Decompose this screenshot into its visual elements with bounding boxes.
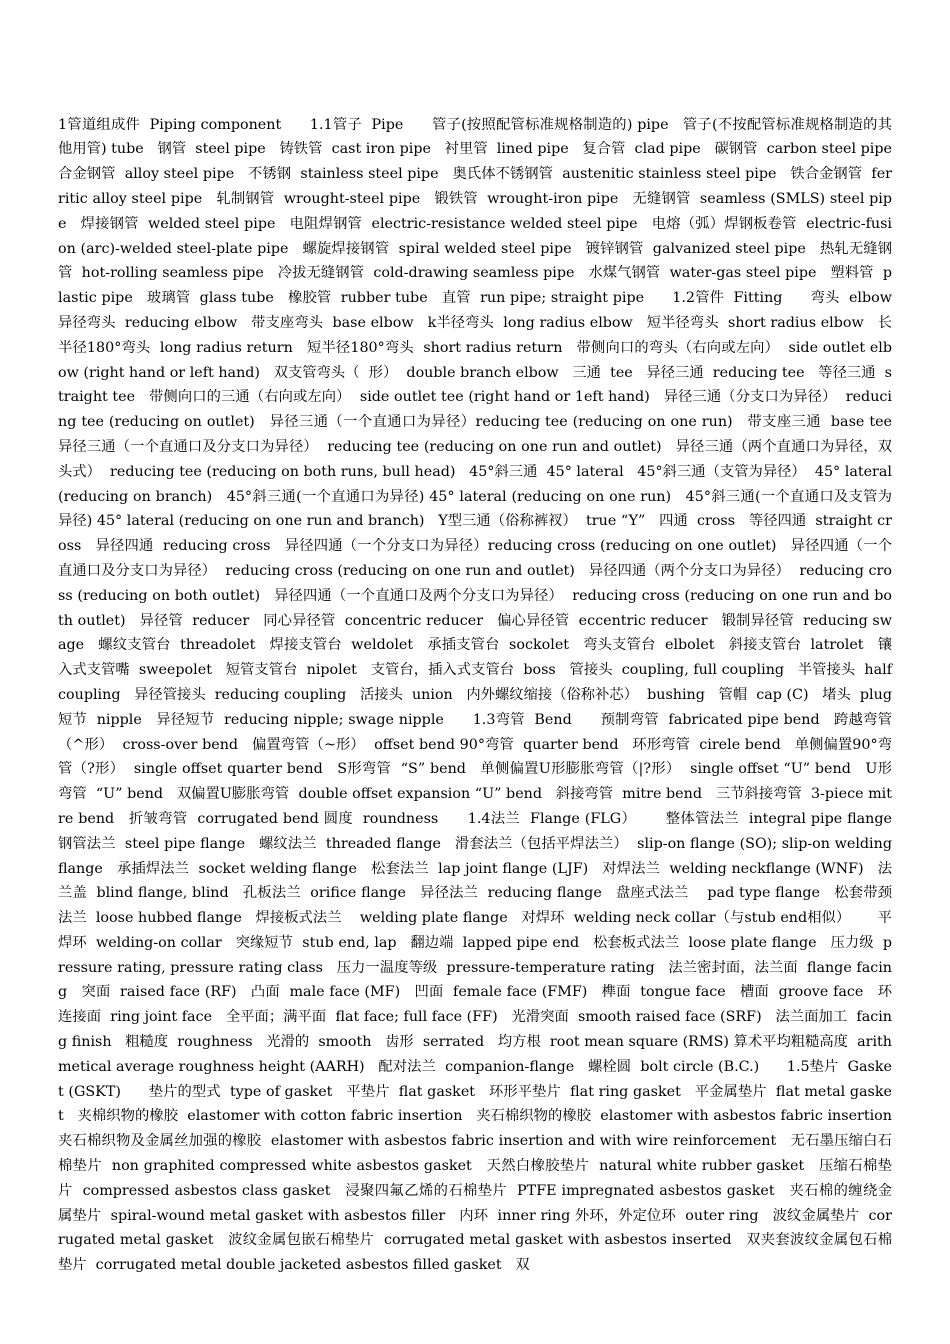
document-page [58,63,906,1303]
body-paragraph: 1管道组成件 Piping component 1.1管子 Pipe 管子(按照配管标准规格制造的) pipe 管子(不按配管标准规格制造的其他用管) tube 钢管 steel pipe 铸铁管 cast iron pipe 衬里管 lined pipe 复合管 clad pipe 碳钢管 carbon steel pipe 合金钢管 alloy steel pipe 不锈钢 stainless steel pipe 奥氏体不锈钢管 austenitic stainless steel pipe 铁合金钢管 ferritic alloy steel pipe 轧制钢管 wrought-steel pipe 锻铁管 wrought-iron pipe 无缝钢管 seamless (SMLS) steel pipe 焊接钢管 welded steel pipe 电阻焊钢管 electric-resistance welded steel pipe 电熔（弧）焊钢板卷管 electric-fusion (arc)-welded steel-plate pipe 螺旋焊接钢管 spiral welded steel pipe 镀锌钢管 galvanized steel pipe 热轧无缝钢管 hot-rolling seamless pipe 冷拔无缝钢管 cold-drawing seamless pipe 水煤气钢管 water-gas steel pipe 塑料管 plastic pipe 玻璃管 glass tube 橡胶管 rubber tube 直管 run pipe; straight pipe 1.2管件 Fitting 弯头 elbow 异径弯头 reducing elbow 带支座弯头 base elbow k半径弯头 long radius elbow 短半径弯头 short radius elbow 长半径180°弯头 long radius return 短半径180°弯头 short radius return 带侧向口的弯头（右向或左向） side outlet elbow (right hand or left hand) 双支管弯头（ 形） double branch elbow 三通 tee 异径三通 reducing tee 等径三通 straight tee 带侧向口的三通（右向或左向） side outlet tee (right hand or 1eft hand) 异径三通（分支口为异径） reducing tee (reducing on outlet) 异径三通（一个直通口为异径）reducing tee (reducing on one run) 带支座三通 base tee 异径三通（一个直通口及分支口为异径） reducing tee (reducing on one run and outlet) 异径三通（两个直通口为异径，双头式） reducing tee (reducing on both runs, bull head) 45°斜三通 45° lateral 45°斜三通（支管为异径） 45° lateral (reducing on branch) 45°斜三通(一个直通口为异径) 45° lateral (reducing on one run) 45°斜三通(一个直通口及支管为异径) 45° lateral (reducing on one run and branch) Y型三通（俗称裤衩） true “Y” 四通 cross 等径四通 straight cross 异径四通 reducing cross 异径四通（一个分支口为异径）reducing cross (reducing on one outlet) 异径四通（一个直通口及分支口为异径） reducing cross (reducing on one run and outlet) 异径四通（两个分支口为异径） reducing cross (reducing on both outlet) 异径四通（一个直通口及两个分支口为异径） reducing cross (reducing on one run and both outlet) 异径管 reducer 同心异径管 concentric reducer 偏心异径管 eccentric reducer 锻制异径管 reducing swage 螺纹支管台 threadolet 焊接支管台 weldolet 承插支管台 sockolet 弯头支管台 elbolet 斜接支管台 latrolet 镶入式支管嘴 sweepolet 短管支管台 nipolet 支管台，插入式支管台 boss 管接头 coupling, full coupling 半管接头 half coupling 异径管接头 reducing coupling 活接头 union 内外螺纹缩接（俗称补芯） bushing 管帽 cap (C) 堵头 plug 短节 nipple 异径短节 reducing nipple; swage nipple 1.3弯管 Bend 预制弯管 fabricated pipe bend 跨越弯管（^形） cross-over bend 偏置弯管（~形） offset bend 90°弯管 quarter bend 环形弯管 cirele bend 单侧偏置90°弯管（?形） single offset quarter bend S形弯管 “S” bend 单侧偏置U形膨胀弯管（|?形） single offset “U” bend U形弯管 “U” bend 双偏置U膨胀弯管 double offset expansion “U” bend 斜接弯管 mitre bend 三节斜接弯管 3-piece mitre bend 折皱弯管 corrugated bend 圆度 roundness 1.4法兰 Flange (FLG） 整体管法兰 integral pipe flange 钢管法兰 steel pipe flange 螺纹法兰 threaded flange 滑套法兰（包括平焊法兰） slip-on flange (SO); slip-on welding flange 承插焊法兰 socket welding flange 松套法兰 lap joint flange (LJF) 对焊法兰 welding neckflange (WNF) 法兰盖 blind flange, blind 孔板法兰 orifice flange 异径法兰 reducing flange 盘座式法兰 pad type flange 松套带颈法兰 loose hubbed flange 焊接板式法兰 welding plate flange 对焊环 welding neck collar（与stub end相似） 平焊环 welding-on collar 突缘短节 stub end, lap 翻边端 lapped pipe end 松套板式法兰 loose plate flange 压力级 pressure rating, pressure rating class 压力一温度等级 pressure-temperature rating 法兰密封面，法兰面 flange facing 突面 raised face (RF) 凸面 male face (MF) 凹面 female face (FMF) 榫面 tongue face 槽面 groove face 环连接面 ring joint face 全平面；满平面 flat face; full face (FF) 光滑突面 smooth raised face (SRF) 法兰面加工 facing finish 粗糙度 roughness 光滑的 smooth 齿形 serrated 均方根 root mean square (RMS) 算术平均粗糙高度 arithmetical average roughness height (AARH) 配对法兰 companion-flange 螺栓圆 bolt circle (B.C.) 1.5垫片 Gasket (GSKT) 垫片的型式 type of gasket 平垫片 flat gasket 环形平垫片 flat ring gasket 平金属垫片 flat metal gasket 夹棉织物的橡胶 elastomer with cotton fabric insertion 夹石棉织物的橡胶 elastomer with asbestos fabric insertion 夹石棉织物及金属丝加强的橡胶 elastomer with asbestos fabric insertion and with wire reinforcement 无石墨压缩白石棉垫片 non graphited compressed white asbestos gasket 天然白橡胶垫片 natural white rubber gasket 压缩石棉垫片 compressed asbestos class gasket 浸聚四氟乙烯的石棉垫片 PTFE impregnated asbestos gasket 夹石棉的缠绕金属垫片 spiral-wound metal gasket with asbestos filler 内环 inner ring 外环，外定位环 outer ring 波纹金属垫片 corrugated metal gasket 波纹金属包嵌石棉垫片 corrugated metal gasket with asbestos inserted 双夹套波纹金属包石棉垫片 corrugated metal double jacketed asbestos filled gasket 双 [58,116,906,1274]
